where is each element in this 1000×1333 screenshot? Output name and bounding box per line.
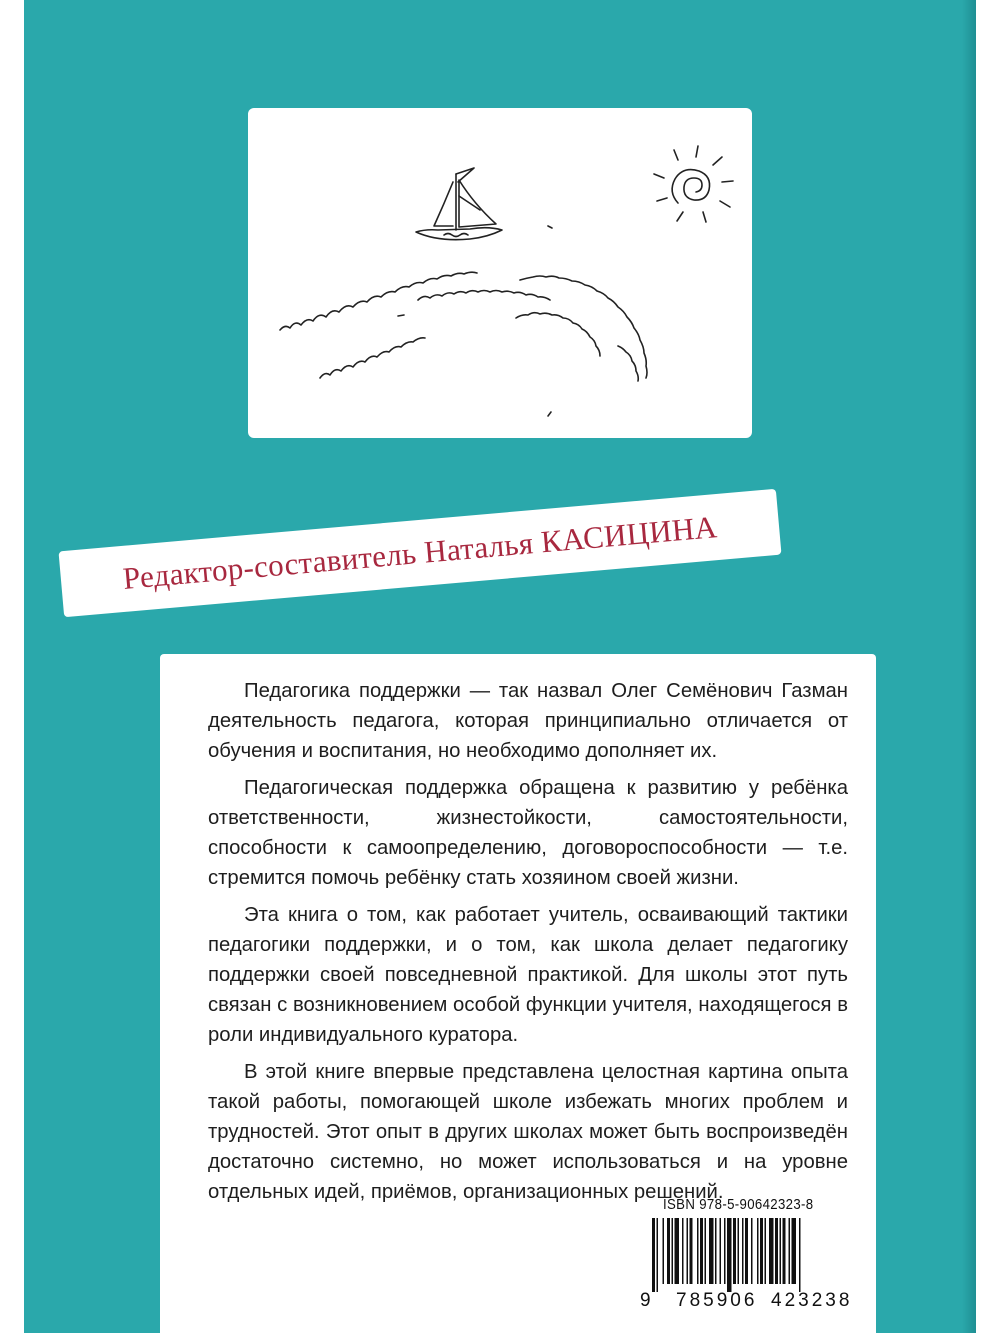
annotation-paragraph: В этой книге впервые представлена целостная картина опыта такой работы, помогающей школе избежать многих проблем и трудностей. Этот опыт в других школах может быть воспроизведён достаточно системно, но может использоваться и на уровне отдельных идей, приёмов, организационных решений. bbox=[208, 1061, 848, 1203]
barcode-bar bbox=[727, 1218, 732, 1292]
annotation-card bbox=[160, 654, 876, 1333]
illustration-card bbox=[248, 108, 752, 438]
barcode-bar bbox=[738, 1218, 740, 1284]
barcode-bar bbox=[709, 1218, 714, 1284]
barcode-bar bbox=[667, 1218, 670, 1284]
barcode-bar bbox=[715, 1218, 717, 1284]
cover-spine-edge bbox=[962, 0, 976, 1333]
barcode-bar bbox=[682, 1218, 684, 1284]
barcode-bar bbox=[705, 1218, 707, 1284]
barcode-bar bbox=[690, 1218, 693, 1284]
barcode-bar bbox=[745, 1218, 748, 1284]
barcode-bar bbox=[700, 1218, 703, 1284]
annotation-text bbox=[208, 676, 848, 1214]
barcode-bar bbox=[663, 1218, 665, 1284]
barcode-bar bbox=[775, 1218, 778, 1284]
barcode-bar bbox=[799, 1218, 801, 1292]
barcode-bar bbox=[751, 1218, 753, 1284]
barcode-bar bbox=[724, 1218, 726, 1284]
barcode-icon bbox=[648, 1218, 868, 1292]
barcode-bar bbox=[733, 1218, 736, 1284]
barcode-bar bbox=[757, 1218, 759, 1284]
annotation-paragraph: Педагогика поддержки — так назвал Олег Семёнович Газман деятельность педагога, которая принципиально отличается от обучения и воспитания, но необходимо дополняет их. bbox=[208, 680, 848, 762]
barcode-bar bbox=[720, 1218, 722, 1284]
barcode-bar bbox=[672, 1218, 674, 1284]
barcode-bar bbox=[780, 1218, 782, 1284]
barcode-bar bbox=[675, 1218, 680, 1284]
barcode-bar bbox=[765, 1218, 767, 1284]
barcode-bar bbox=[697, 1218, 699, 1284]
barcode-digits-left: 785906 bbox=[676, 1290, 758, 1311]
barcode-bar bbox=[657, 1218, 659, 1292]
sailboat-waves-sun-sketch-icon bbox=[248, 108, 752, 438]
barcode-bar bbox=[783, 1218, 786, 1284]
barcode-bar bbox=[789, 1218, 791, 1284]
barcode-bar bbox=[769, 1218, 774, 1284]
barcode-bar bbox=[760, 1218, 763, 1284]
annotation-paragraph: Педагогическая поддержка обращена к развитию у ребёнка ответственности, жизнестойкости, самостоятельности, способности к самоопределению, договороспособности — т.е. стремится помочь ребёнку стать хозяином своей жизни. bbox=[208, 777, 848, 889]
barcode-digits-right: 423238 bbox=[771, 1290, 853, 1311]
barcode-bar bbox=[792, 1218, 797, 1284]
annotation-paragraph: Эта книга о том, как работает учитель, осваивающий тактики педагогики поддержки, и о том, как школа делает педагогику поддержки своей повседневной практикой. Для школы этот путь связан с возникновением особой функции учителя, находящегося в роли индивидуального куратора. bbox=[208, 904, 848, 1046]
editor-label: Редактор-составитель Наталья КАСИЦИНА bbox=[121, 509, 719, 596]
barcode-bar bbox=[687, 1218, 689, 1284]
barcode-bar bbox=[652, 1218, 655, 1292]
barcode-bar bbox=[742, 1218, 744, 1284]
barcode-digit-first: 9 bbox=[640, 1290, 654, 1311]
isbn-label: ISBN 978-5-90642323-8 bbox=[663, 1196, 814, 1213]
